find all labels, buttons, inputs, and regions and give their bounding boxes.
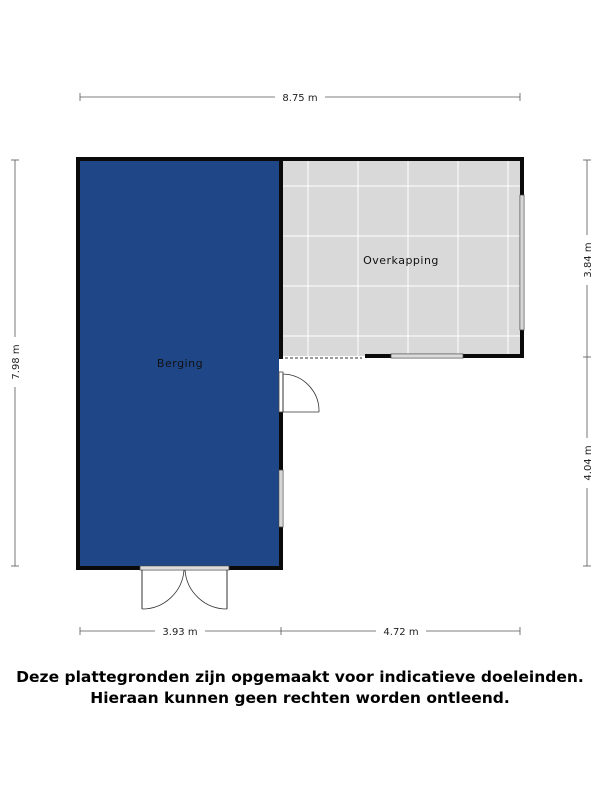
dimension-right <box>579 160 595 566</box>
dimension-top-label: 8.75 m <box>282 93 318 104</box>
dimension-left-label: 7.98 m <box>11 344 22 380</box>
door-storage-side <box>279 372 319 412</box>
room-storage-label: Berging <box>156 357 204 370</box>
window-canopy-right <box>520 195 524 330</box>
dimension-top <box>80 89 520 105</box>
dimension-bottom-right-label: 4.72 m <box>383 627 419 638</box>
dimension-left <box>7 160 23 566</box>
window-canopy-bottom <box>391 354 463 358</box>
door-storage-double <box>140 566 229 609</box>
disclaimer-line-1: Deze plattegronden zijn opgemaakt voor indicatieve doeleinden. <box>16 668 584 686</box>
room-canopy-label: Overkapping <box>363 254 439 267</box>
window-storage-right <box>279 470 283 527</box>
disclaimer-line-2: Hieraan kunnen geen rechten worden ontleend. <box>90 689 510 707</box>
dimension-right-lower-label: 4.04 m <box>583 445 594 481</box>
dimension-bottom <box>80 623 520 639</box>
dimension-right-upper-label: 3.84 m <box>583 242 594 278</box>
dimension-bottom-left-label: 3.93 m <box>162 627 198 638</box>
